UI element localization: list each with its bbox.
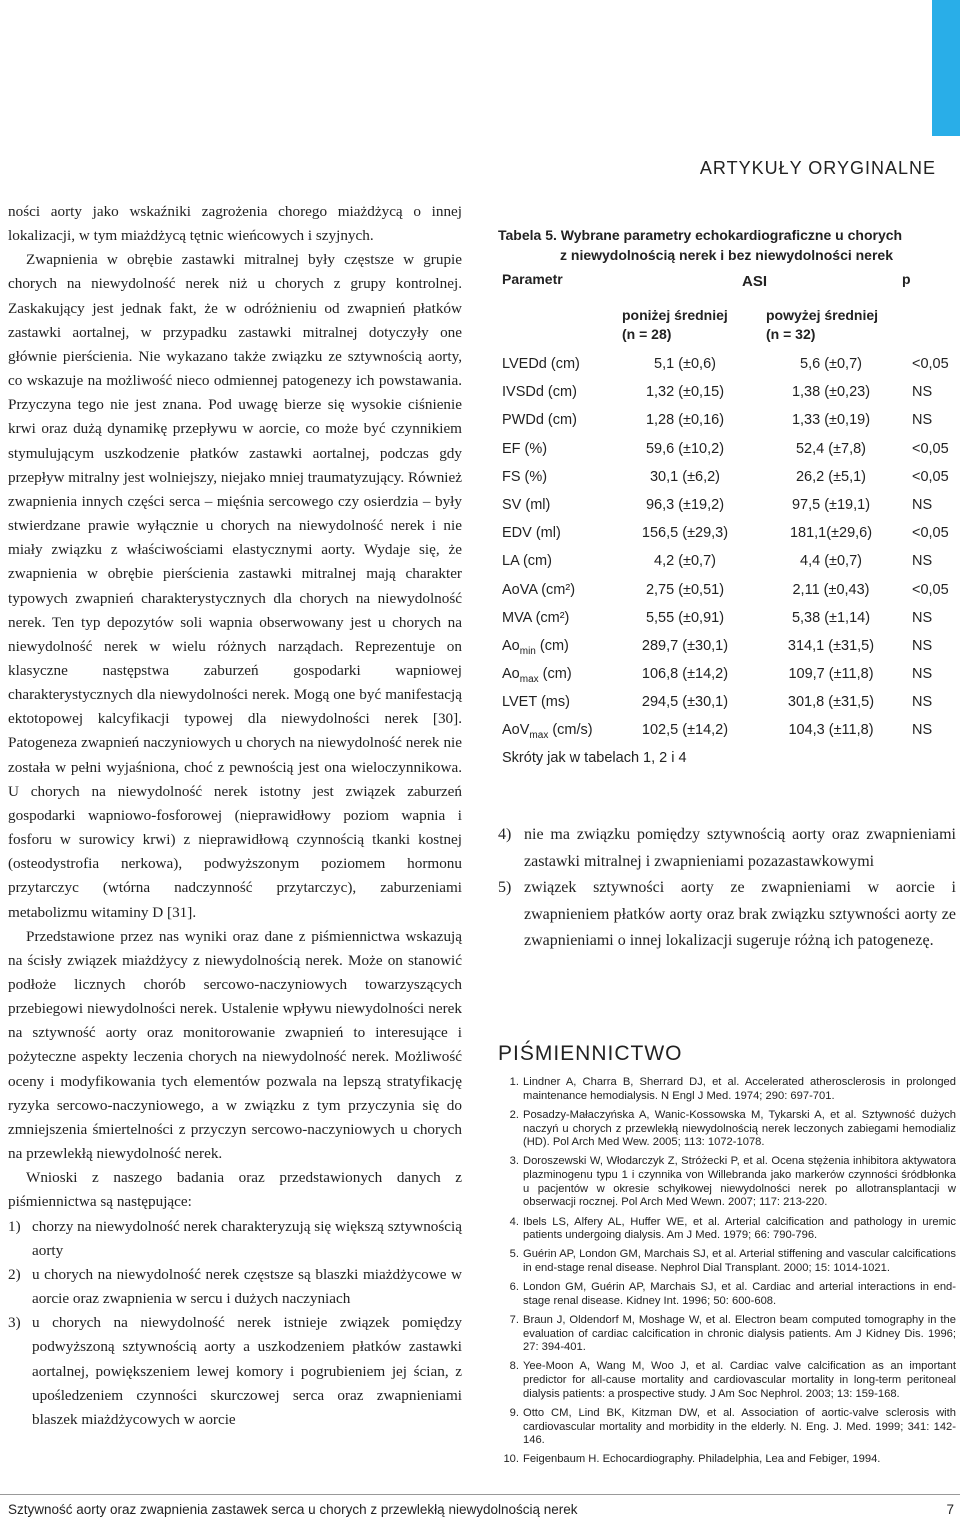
- cell-below: 156,5 (±29,3): [641, 525, 729, 542]
- table-row: [498, 661, 954, 689]
- table-row: [498, 689, 954, 717]
- references-list: [498, 1076, 956, 1472]
- cell-param: MVA (cm²): [502, 609, 570, 626]
- table-caption-line-2: z niewydolnością nerek i bez niewydolności nerek: [560, 247, 893, 263]
- cell-below: 5,1 (±0,6): [654, 356, 716, 372]
- cell-param: [502, 638, 569, 657]
- table-row: [498, 548, 954, 576]
- table-row: [498, 379, 954, 407]
- conclusion-item: [8, 1263, 462, 1311]
- cell-p: <0,05: [912, 525, 949, 542]
- cell-p: <0,05: [912, 356, 949, 372]
- echo-parameters-table: [498, 225, 954, 766]
- param-unit: (cm/s): [548, 722, 593, 739]
- cell-p: NS: [912, 722, 933, 739]
- conclusion-item: [498, 875, 956, 955]
- table-row: [498, 520, 954, 548]
- cell-above: 1,38 (±0,23): [791, 384, 871, 401]
- cell-p: NS: [912, 666, 933, 683]
- reference-text: Guérin AP, London GM, Marchais SJ, et al. Arterial stiffening and vascular calcifications in end-stage renal disease. Nephrol Dial Transplant. 2000; 15: 1014-1021.: [523, 1248, 956, 1274]
- param-subscript: min: [519, 645, 536, 657]
- cell-above: 26,2 (±5,1): [795, 468, 867, 485]
- header-p: p: [902, 271, 911, 287]
- reference-item: [498, 1453, 956, 1467]
- cell-p: NS: [912, 637, 933, 654]
- cell-p: <0,05: [912, 581, 949, 598]
- conclusion-item: [8, 1215, 462, 1263]
- header-above-n: (n = 32): [766, 326, 816, 342]
- cell-above: 52,4 (±7,8): [795, 440, 867, 457]
- table-footnote: Skróty jak w tabelach 1, 2 i 4: [502, 749, 687, 766]
- cell-below: 30,1 (±6,2): [649, 468, 721, 485]
- reference-item: [498, 1314, 956, 1355]
- reference-item: [498, 1407, 956, 1448]
- paragraph-2: Zwapnienia w obrębie zastawki mitralnej były częstsze w grupie chorych na niewydolność nerek niż u chorych z grupy kontrolnej. Zaskakujący jest jednak fakt, że w odróżnieniu od zwapnień płatków zastawki aortalnej, w przypadku zastawki mitralnej dotyczyły one głównie pierścienia. Nie wykazano także związku ze sztywnością aorty, co wskazuje na możliwość nieco odmiennej patogenezy ich powstawania. Przyczyna tego nie jest znana. Pod uwagę bierze się wysokie ciśnienie krwi oraz dużą dynamikę przepływu w aorcie, co może być czynnikiem stymulującym uszkodzenie płatków zastawki aortalnej, podczas gdy przepływ mitralny jest wolniejszy, niejako mniej traumatyzujący. Również zwapnienia innych części serca – mięśnia sercowego czy osierdzia – były stwierdzane prawie wyłącznie u chorych na niewydolność nerek i nie miały związku z właściwościami elastycznymi aorty. Wydaje się, że zwapnienia w obrębie pierścienia zastawki mitralnej mają charakter typowych zwapnień charakterystycznych dla chorych na niewydolność nerek. Ten typ depozytów soli wapnia obserwowany jest u chorych na niewydolność nerek w wielu różnych narządach. Reprezentuje on klasyczne następstwa zaburzeń gospodarki wapniowej charakterystycznych dla niewydolności nerek. Mogą one być manifestacją ektotopowej kalcyfikacji typowej dla niewydolności nerek [30]. Patogeneza zwapnień naczyniowych u chorych na niewydolność nerek nie została w pełni wyjaśniona, choć z pewnością jest ona wieloczynnikowa. U chorych na niewydolność nerek istotny jest związek zaburzeń gospodarki wapniowo-fosforowej (nieprawidłowy poziom wapnia i fosforu w surowicy krwi) z nieprawidłową czynnością tkanki kostnej (osteodystrofia nerkowa), podwyższonym poziomem hormonu przytarczyc (wtórna nadczynność przytarczyc), zaburzeniami metabolizmu witaminy D [31].: [8, 251, 462, 921]
- header-above-mean: powyżej średniej: [766, 307, 879, 323]
- param-base: Ao: [502, 666, 520, 683]
- section-label: ARTYKUŁY ORYGINALNE: [699, 158, 936, 178]
- cell-below: 289,7 (±30,1): [641, 637, 729, 654]
- cell-above: 5,6 (±0,7): [800, 356, 862, 372]
- header-asi: ASI: [742, 273, 768, 290]
- corner-color-tab: [932, 0, 960, 136]
- cell-p: NS: [912, 694, 933, 711]
- conclusion-number: 1): [8, 1217, 21, 1235]
- cell-param: [502, 722, 593, 741]
- table-row: [498, 407, 954, 435]
- reference-number: 3.: [509, 1155, 519, 1168]
- right-conclusions: [498, 822, 956, 955]
- conclusion-number: 4): [498, 826, 512, 843]
- table-row: [498, 464, 954, 492]
- conclusion-number: 3): [8, 1314, 21, 1332]
- reference-item: [498, 1281, 956, 1308]
- cell-below: 1,28 (±0,16): [645, 412, 725, 429]
- cell-param: PWDd (cm): [502, 412, 577, 429]
- table-row: [498, 605, 954, 633]
- table-header: [498, 271, 954, 351]
- cell-p: <0,05: [912, 468, 949, 485]
- cell-below: 102,5 (±14,2): [641, 722, 729, 739]
- table-row: [498, 633, 954, 661]
- cell-below: 106,8 (±14,2): [641, 666, 729, 683]
- header-below-mean: poniżej średniej: [622, 307, 728, 323]
- reference-item: [498, 1155, 956, 1210]
- param-subscript: max: [519, 673, 539, 685]
- paragraph-4: Wnioski z naszego badania oraz przedstawionych danych z piśmiennictwa są następujące:: [8, 1169, 462, 1211]
- table-row: [498, 577, 954, 605]
- conclusion-text: związek sztywności aorty ze zwapnieniami w aorcie i zwapnieniem płatków aorty oraz brak związku sztywności aorty ze zwapnieniami o innej lokalizacji sugeruje różną ich patogenezę.: [524, 879, 956, 949]
- table-row: [498, 351, 954, 379]
- page-number: 7: [946, 1502, 954, 1517]
- running-title: Sztywność aorty oraz zwapnienia zastawek serca u chorych z przewlekłą niewydolnością nerek: [8, 1502, 578, 1517]
- reference-number: 4.: [509, 1215, 519, 1228]
- conclusion-text: u chorych na niewydolność nerek istnieje związek pomiędzy podwyższoną sztywnością aorty a uszkodzeniem płatków zastawki aortalnej, powiększeniem lewej komory i pogrubieniem jej ścian, z upośledzeniem czynności skurczowej serca oraz zwapnieniami blaszek miażdżycowych w aorcie: [32, 1314, 462, 1428]
- reference-number: 2.: [509, 1108, 519, 1121]
- conclusion-text: chorzy na niewydolność nerek charakteryzują się większą sztywnością aorty: [32, 1217, 462, 1259]
- cell-above: 314,1 (±31,5): [787, 637, 875, 654]
- cell-param: SV (ml): [502, 496, 551, 513]
- cell-above: 104,3 (±11,8): [788, 722, 874, 739]
- cell-p: NS: [912, 384, 933, 401]
- reference-item: [498, 1076, 956, 1103]
- param-unit: (cm): [538, 666, 572, 683]
- cell-p: NS: [912, 609, 933, 626]
- reference-item: [498, 1248, 956, 1275]
- reference-text: Otto CM, Lind BK, Kitzman DW, et al. Association of aortic-valve sclerosis with cardiovascular mortality and morbidity in the elderly. N. Eng. J. Med. 1999; 341: 142-146.: [523, 1406, 956, 1447]
- param-unit: (cm): [535, 637, 569, 654]
- cell-p: NS: [912, 496, 933, 513]
- cell-above: 97,5 (±19,1): [791, 496, 871, 513]
- left-column: [8, 200, 462, 1432]
- reference-number: 5.: [509, 1248, 519, 1261]
- reference-text: Ibels LS, Alfery AL, Huffer WE, et al. Arterial calcification and pathology in uremic patients undergoing dialysis. Am J Med. 1979; 66: 790-796.: [523, 1215, 956, 1242]
- reference-item: [498, 1360, 956, 1401]
- footer-divider: [0, 1494, 960, 1495]
- cell-below: 294,5 (±30,1): [641, 694, 729, 711]
- cell-param: EF (%): [502, 440, 548, 457]
- param-subscript: max: [529, 730, 549, 742]
- cell-above: 1,33 (±0,19): [791, 412, 871, 429]
- cell-below: 1,32 (±0,15): [645, 384, 725, 401]
- cell-above: 4,4 (±0,7): [800, 553, 862, 570]
- cell-above: 181,1(±29,6): [789, 525, 873, 542]
- reference-text: Yee-Moon A, Wang M, Woo J, et al. Cardiac valve calcification as an important predictor for all-cause mortality and cardiovascular mortality in long-term peritoneal dialysis patients: a prospective study. J Am Soc Nephrol. 2003; 13: 159-168.: [523, 1360, 956, 1400]
- reference-text: London GM, Guérin AP, Marchais SJ, et al. Cardiac and arterial interactions in end-stage renal disease. Kidney Int. 1996; 50: 600-608.: [523, 1281, 956, 1307]
- reference-item: [498, 1109, 956, 1150]
- param-base: Ao: [502, 637, 520, 654]
- reference-text: Braun J, Oldendorf M, Moshage W, et al. Electron beam computed tomography in the evaluation of cardiac calcification in chronic dialysis patients. Am J Kidney Dis. 1996; 27: 394-401.: [523, 1313, 956, 1354]
- reference-number: 6.: [509, 1281, 519, 1294]
- reference-item: [498, 1216, 956, 1243]
- reference-number: 8.: [509, 1360, 519, 1373]
- table-row: [498, 492, 954, 520]
- reference-number: 9.: [509, 1406, 519, 1419]
- conclusion-text: nie ma związku pomiędzy sztywnością aorty oraz zwapnieniami zastawki mitralnej i zwapnieniami pozazastawkowymi: [524, 826, 956, 870]
- conclusion-number: 5): [498, 879, 512, 896]
- param-base: AoV: [502, 722, 530, 739]
- reference-number: 10.: [503, 1453, 519, 1466]
- cell-param: LVET (ms): [502, 694, 570, 711]
- conclusion-number: 2): [8, 1265, 21, 1283]
- cell-below: 4,2 (±0,7): [654, 553, 716, 570]
- table-caption: [498, 225, 954, 265]
- cell-p: NS: [912, 412, 933, 429]
- table-row: [498, 717, 954, 745]
- reference-number: 1.: [509, 1076, 519, 1088]
- reference-text: Doroszewski W, Włodarczyk Z, Stróżecki P, et al. Ocena stężenia inhibitora aktywatora plazminogenu typu 1 i czynnika von Willebranda jako markerów czynności śródbłonka u pacjentów w okresie schyłkowej niewydolności nerek po allotransplantacji w obserwacji rocznej. Pol Arch Med Wewn. 2007; 117: 213-220.: [523, 1155, 956, 1209]
- cell-param: EDV (ml): [502, 525, 561, 542]
- reference-number: 7.: [509, 1313, 519, 1326]
- header-parametr: Parametr: [502, 271, 563, 287]
- reference-text: Feigenbaum H. Echocardiography. Philadelphia, Lea and Febiger, 1994.: [523, 1453, 881, 1466]
- conclusion-text: u chorych na niewydolność nerek częstsze są blaszki miażdżycowe w aorcie oraz zwapnienia w sercu i dużych naczyniach: [32, 1265, 462, 1308]
- conclusion-item: [8, 1311, 462, 1432]
- cell-param: LA (cm): [502, 553, 552, 570]
- header-below-n: (n = 28): [622, 326, 672, 342]
- cell-below: 59,6 (±10,2): [645, 440, 725, 457]
- cell-above: 5,38 (±1,14): [791, 609, 871, 626]
- cell-above: 301,8 (±31,5): [787, 694, 875, 711]
- cell-below: 5,55 (±0,91): [645, 609, 725, 626]
- conclusion-item: [498, 822, 956, 875]
- table-caption-line-1: Tabela 5. Wybrane parametry echokardiograficzne u chorych: [498, 227, 903, 243]
- cell-above: 2,11 (±0,43): [792, 581, 870, 598]
- paragraph-1: ności aorty jako wskaźniki zagrożenia chorego miażdżycą o innej lokalizacji, w tym miażdżycą tętnic wieńcowych i szyjnych.: [8, 203, 462, 245]
- cell-p: <0,05: [912, 440, 949, 457]
- cell-below: 96,3 (±19,2): [645, 496, 725, 513]
- reference-text: Posadzy-Małaczyńska A, Wanic-Kossowska M, Tykarski A, et al. Sztywność dużych naczyń u chorych z przewlekłą niewydolnością nerek leczonych zabiegami hemodializ (HD). Pol Arch Med Wew. 2005; 113: 1072-1078.: [523, 1108, 956, 1149]
- cell-param: [502, 666, 572, 685]
- cell-below: 2,75 (±0,51): [645, 581, 725, 598]
- paragraph-3: Przedstawione przez nas wyniki oraz dane z piśmiennictwa wskazują na ścisły związek miażdżycy z niewydolnością nerek. Może on stanowić podłoże licznych chorób sercowo-naczyniowych towarzyszących przebiegowi niewydolności nerek. Ustalenie wpływu niewydolności nerek na sztywność aorty oraz monitorowanie zwapnień to interesujące i pożyteczne aspekty leczenia chorych na niewydolność nerek. Możliwość oceny i modyfikowania tych elementów pozwala na lepszą stratyfikację ryzyka sercowo-naczyniowego, a w związku z tym przyczynia się do zmniejszenia śmiertelności z przyczyn sercowo-naczyniowych u chorych na przewlekłą niewydolność nerek.: [8, 927, 462, 1163]
- table-row: [498, 436, 954, 464]
- cell-param: AoVA (cm²): [502, 581, 576, 598]
- cell-param: FS (%): [502, 468, 548, 485]
- reference-text: Lindner A, Charra B, Sherrard DJ, et al. Accelerated atherosclerosis in prolonged maintenance hemodialysis. N Engl J Med. 1974; 290: 697-701.: [523, 1076, 956, 1102]
- cell-param: LVEDd (cm): [502, 356, 580, 372]
- cell-above: 109,7 (±11,8): [788, 666, 874, 683]
- cell-param: IVSDd (cm): [502, 384, 577, 401]
- references-heading: PIŚMIENNICTWO: [498, 1042, 683, 1065]
- cell-p: NS: [912, 553, 933, 570]
